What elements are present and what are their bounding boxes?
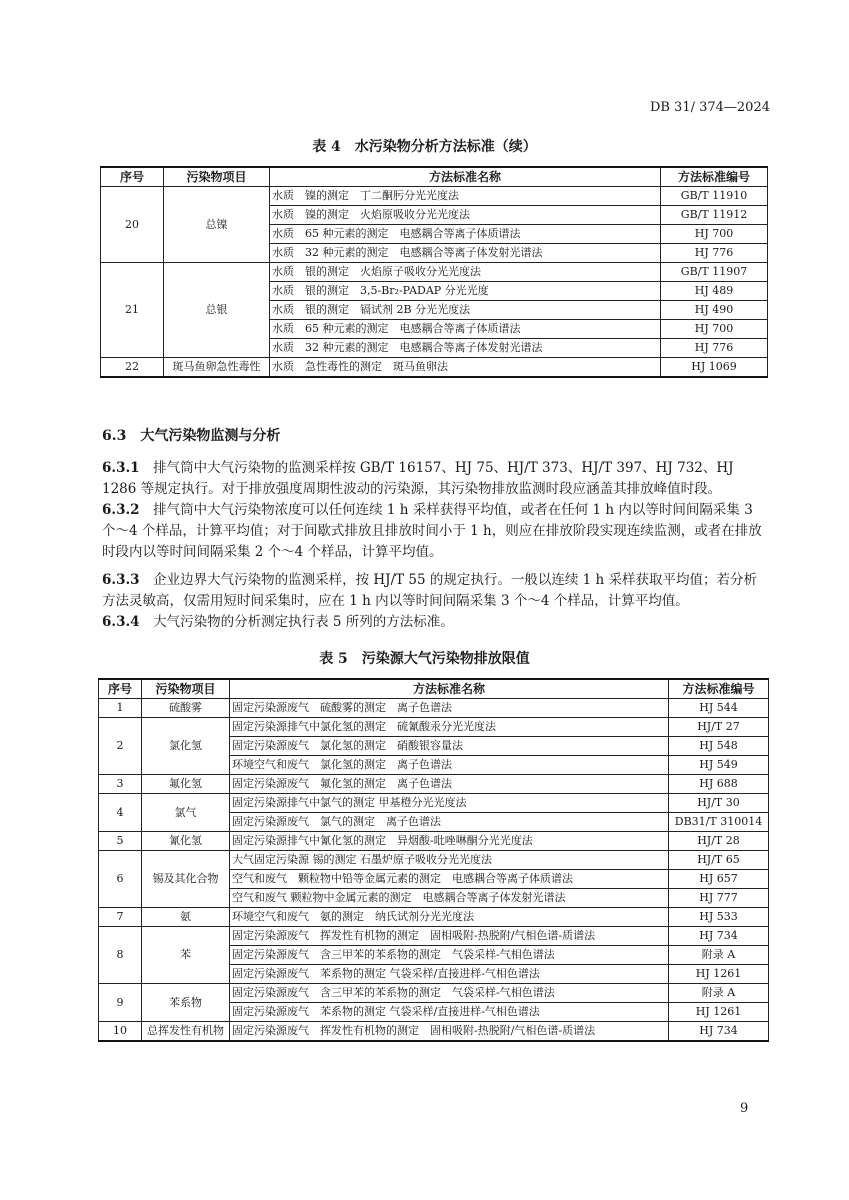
row-number: 5: [99, 832, 142, 851]
pollutant-item: 总银: [164, 263, 270, 358]
method-name: 固定污染源废气 硫酸雾的测定 离子色谱法: [230, 699, 669, 718]
pollutant-item: 氯气: [142, 794, 230, 832]
column-header: 序号: [99, 679, 142, 699]
method-code: HJ 776: [661, 339, 768, 358]
method-code: HJ 777: [669, 889, 769, 908]
method-name: 固定污染源废气 含三甲苯的苯系物的测定 气袋采样-气相色谱法: [230, 946, 669, 965]
method-code: HJ 489: [661, 282, 768, 301]
table-row: [99, 984, 769, 1003]
method-name: 固定污染源排气中氰化氢的测定 异烟酸-吡唑啉酮分光光度法: [230, 832, 669, 851]
table-4-caption: 表 4 水污染物分析方法标准（续）: [312, 139, 537, 155]
method-code: HJ 1261: [669, 965, 769, 984]
table-row: [99, 794, 769, 813]
column-header: 方法标准名称: [270, 167, 661, 187]
method-code: HJ/T 27: [669, 718, 769, 737]
pollutant-item: 总镍: [164, 187, 270, 263]
method-name: 水质 镍的测定 丁二酮肟分光光度法: [270, 187, 661, 206]
paragraph-number: 6.3.3: [102, 572, 140, 588]
method-code: HJ 700: [661, 225, 768, 244]
paragraph-6-3-3: [102, 570, 770, 612]
method-code: HJ 490: [661, 301, 768, 320]
water-pollutant-method-table: [100, 166, 768, 378]
section-heading: 6.3 大气污染物监测与分析: [102, 428, 281, 444]
method-name: 水质 65 种元素的测定 电感耦合等离子体质谱法: [270, 320, 661, 339]
method-name: 固定污染源废气 氯气的测定 离子色谱法: [230, 813, 669, 832]
table-row: [101, 263, 768, 282]
method-code: HJ 734: [669, 927, 769, 946]
row-number: 4: [99, 794, 142, 832]
paragraph-number: 6.3.4: [102, 614, 140, 630]
method-code: HJ 700: [661, 320, 768, 339]
method-name: 大气固定污染源 锡的测定 石墨炉原子吸收分光光度法: [230, 851, 669, 870]
pollutant-item: 苯: [142, 927, 230, 984]
method-code: HJ 548: [669, 737, 769, 756]
method-code: HJ/T 30: [669, 794, 769, 813]
method-code: HJ 688: [669, 775, 769, 794]
column-header: 方法标准编号: [661, 167, 768, 187]
table-row: [101, 358, 768, 378]
paragraph-6-3-2: [102, 500, 770, 563]
table-row: [99, 908, 769, 927]
method-code: HJ 533: [669, 908, 769, 927]
column-header: 方法标准编号: [669, 679, 769, 699]
method-name: 固定污染源废气 挥发性有机物的测定 固相吸附-热脱附/气相色谱-质谱法: [230, 1022, 669, 1042]
row-number: 3: [99, 775, 142, 794]
method-name: 水质 32 种元素的测定 电感耦合等离子体发射光谱法: [270, 339, 661, 358]
row-number: 20: [101, 187, 164, 263]
method-code: DB31/T 310014: [669, 813, 769, 832]
method-name: 固定污染源废气 苯系物的测定 气袋采样/直接进样-气相色谱法: [230, 1003, 669, 1022]
table-row: [99, 718, 769, 737]
method-code: GB/T 11910: [661, 187, 768, 206]
method-code: HJ 544: [669, 699, 769, 718]
method-name: 固定污染源废气 含三甲苯的苯系物的测定 气袋采样-气相色谱法: [230, 984, 669, 1003]
method-name: 水质 镍的测定 火焰原吸收分光光度法: [270, 206, 661, 225]
method-code: HJ 549: [669, 756, 769, 775]
method-name: 水质 银的测定 镉试剂 2B 分光光度法: [270, 301, 661, 320]
method-code: HJ 1261: [669, 1003, 769, 1022]
paragraph-number: 6.3.1: [102, 460, 140, 476]
air-pollutant-method-table: [98, 678, 769, 1042]
method-name: 空气和废气 颗粒物中铅等金属元素的测定 电感耦合等离子体质谱法: [230, 870, 669, 889]
method-code: 附录 A: [669, 946, 769, 965]
document-code: DB 31/ 374—2024: [649, 100, 770, 115]
method-code: HJ/T 65: [669, 851, 769, 870]
pollutant-item: 氯化氢: [142, 718, 230, 775]
column-header: 污染物项目: [164, 167, 270, 187]
row-number: 9: [99, 984, 142, 1022]
method-name: 空气和废气 颗粒物中金属元素的测定 电感耦合等离子体发射光谱法: [230, 889, 669, 908]
paragraph-text: 排气筒中大气污染物浓度可以任何连续 1 h 采样获得平均值，或者在任何 1 h 内以等时间间隔采集 3 个～4 个样品，计算平均值；对于间歇式排放且排放时间小于 1 h，则应在排放阶段实现连续监测，或者在排放时段内以等时间间隔采集 2 个～4 个样品，计算平均值。: [102, 502, 762, 560]
pollutant-item: 斑马鱼卵急性毒性: [164, 358, 270, 378]
method-name: 环境空气和废气 氨的测定 纳氏试剂分光光度法: [230, 908, 669, 927]
row-number: 1: [99, 699, 142, 718]
table-row: [99, 699, 769, 718]
pollutant-item: 氰化氢: [142, 832, 230, 851]
method-code: HJ 776: [661, 244, 768, 263]
method-code: GB/T 11907: [661, 263, 768, 282]
method-name: 水质 银的测定 火焰原子吸收分光光度法: [270, 263, 661, 282]
row-number: 8: [99, 927, 142, 984]
method-name: 固定污染源废气 挥发性有机物的测定 固相吸附-热脱附/气相色谱-质谱法: [230, 927, 669, 946]
method-name: 固定污染源废气 苯系物的测定 气袋采样/直接进样-气相色谱法: [230, 965, 669, 984]
pollutant-item: 苯系物: [142, 984, 230, 1022]
column-header: 污染物项目: [142, 679, 230, 699]
table-5-body: [99, 679, 769, 1041]
method-code: HJ 657: [669, 870, 769, 889]
method-code: HJ/T 28: [669, 832, 769, 851]
table-4-body: [101, 167, 768, 377]
row-number: 6: [99, 851, 142, 908]
row-number: 2: [99, 718, 142, 775]
method-name: 水质 银的测定 3,5-Br₂-PADAP 分光光度: [270, 282, 661, 301]
column-header: 序号: [101, 167, 164, 187]
table-row: [99, 927, 769, 946]
method-code: HJ 734: [669, 1022, 769, 1042]
table-row: [99, 1022, 769, 1042]
method-code: 附录 A: [669, 984, 769, 1003]
row-number: 7: [99, 908, 142, 927]
row-number: 10: [99, 1022, 142, 1042]
pollutant-item: 氟化氢: [142, 775, 230, 794]
page-number: 9: [740, 1101, 749, 1116]
paragraph-text: 大气污染物的分析测定执行表 5 所列的方法标准。: [153, 614, 454, 630]
table-row: [99, 832, 769, 851]
column-header: 方法标准名称: [230, 679, 669, 699]
paragraph-text: 排气筒中大气污染物的监测采样按 GB/T 16157、HJ 75、HJ/T 373、HJ/T 397、HJ 732、HJ 1286 等规定执行。对于排放强度周期性波动的污染源，其污染物排放监测时段应涵盖其排放峰值时段。: [102, 460, 734, 497]
table-5-caption: 表 5 污染源大气污染物排放限值: [319, 651, 530, 667]
header-row: [99, 679, 769, 699]
paragraph-number: 6.3.2: [102, 502, 140, 518]
header-row: [101, 167, 768, 187]
method-name: 固定污染源废气 氟化氢的测定 离子色谱法: [230, 775, 669, 794]
pollutant-item: 总挥发性有机物: [142, 1022, 230, 1042]
paragraph-6-3-4: [102, 612, 770, 633]
row-number: 21: [101, 263, 164, 358]
method-code: HJ 1069: [661, 358, 768, 378]
table-row: [99, 851, 769, 870]
paragraph-text: 企业边界大气污染物的监测采样，按 HJ/T 55 的规定执行。一般以连续 1 h 采样获取平均值；若分析方法灵敏高，仅需用短时间采集时，应在 1 h 内以等时间间隔采集 3 个～4 个样品，计算平均值。: [102, 572, 758, 609]
pollutant-item: 硫酸雾: [142, 699, 230, 718]
paragraph-6-3-1: [102, 458, 770, 500]
row-number: 22: [101, 358, 164, 378]
table-row: [99, 775, 769, 794]
method-name: 固定污染源排气中氯化氢的测定 硫氰酸汞分光光度法: [230, 718, 669, 737]
table-row: [101, 187, 768, 206]
method-name: 环境空气和废气 氯化氢的测定 离子色谱法: [230, 756, 669, 775]
method-name: 固定污染源排气中氯气的测定 甲基橙分光光度法: [230, 794, 669, 813]
pollutant-item: 氨: [142, 908, 230, 927]
method-name: 固定污染源废气 氯化氢的测定 硝酸银容量法: [230, 737, 669, 756]
method-name: 水质 32 种元素的测定 电感耦合等离子体发射光谱法: [270, 244, 661, 263]
method-name: 水质 急性毒性的测定 斑马鱼卵法: [270, 358, 661, 378]
method-name: 水质 65 种元素的测定 电感耦合等离子体质谱法: [270, 225, 661, 244]
method-code: GB/T 11912: [661, 206, 768, 225]
pollutant-item: 锡及其化合物: [142, 851, 230, 908]
